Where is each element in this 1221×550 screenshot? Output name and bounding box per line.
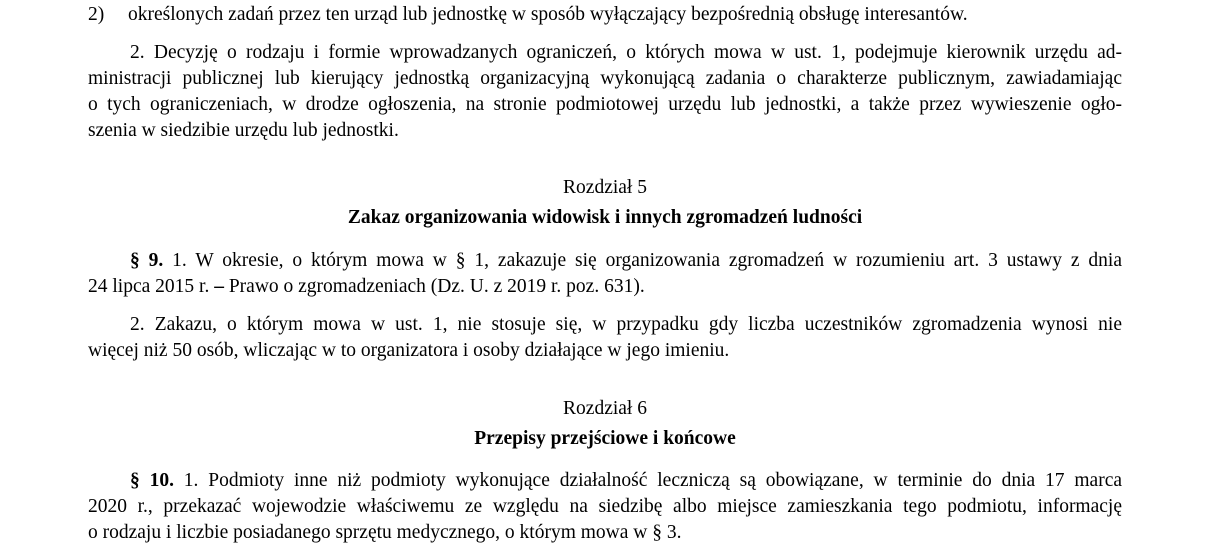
chapter-label: Rozdział 6 (563, 398, 647, 419)
paragraph-line: ministracji publicznej lub kierujący jednostką organizacyjną wykonującą zadania o charakterze publicznym, zawiadamiając (88, 68, 1122, 89)
paragraph-line: więcej niż 50 osób, wliczając w to organizatora i osoby działające w jego imieniu. (88, 340, 730, 361)
dash: – (214, 276, 224, 297)
paragraph-line: szenia w siedzibie urzędu lub jednostki. (88, 120, 399, 141)
chapter-label: Rozdział 5 (563, 177, 647, 198)
section-mark: § 9. (130, 250, 164, 271)
list-item-number: 2) (88, 4, 105, 25)
list-item-text: określonych zadań przez ten urząd lub jednostkę w sposób wyłączający bezpośrednią obsługę interesantów. (128, 4, 968, 25)
list-item (88, 2, 968, 28)
chapter-title: Przepisy przejściowe i końcowe (474, 428, 736, 449)
section-line (130, 468, 1122, 494)
section-text: 24 lipca 2015 r. (88, 276, 215, 297)
paragraph-line: o tych ograniczeniach, w drodze ogłoszenia, na stronie podmiotowej urzędu lub jednostki, a także przez wywieszenie ogło- (88, 94, 1122, 115)
section-text: 1. Podmioty inne niż podmioty wykonujące działalność leczniczą są obowiązane, w terminie do dnia 17 marca (173, 470, 1122, 491)
paragraph-line: 2. Zakazu, o którym mowa w ust. 1, nie stosuje się, w przypadku gdy liczba uczestników zgromadzenia wynosi nie (130, 314, 1122, 335)
paragraph-line: 2. Decyzję o rodzaju i formie wprowadzanych ograniczeń, o których mowa w ust. 1, podejmuje kierownik urzędu ad- (130, 42, 1122, 63)
section-line (88, 274, 645, 300)
section-line (130, 248, 1122, 274)
paragraph-line: o rodzaju i liczbie posiadanego sprzętu medycznego, o którym mowa w § 3. (88, 522, 682, 543)
paragraph-line: 2020 r., przekazać wojewodzie właściwemu ze względu na siedzibę albo miejsce zamieszkania tego podmiotu, informację (88, 496, 1122, 517)
section-mark: § 10. (130, 470, 174, 491)
section-text: 1. W okresie, o którym mowa w § 1, zakazuje się organizowania zgromadzeń w rozumieniu art. 3 ustawy z dnia (163, 250, 1123, 271)
chapter-title: Zakaz organizowania widowisk i innych zgromadzeń ludności (347, 207, 863, 228)
section-text: Prawo o zgromadzeniach (Dz. U. z 2019 r. poz. 631). (223, 276, 645, 297)
